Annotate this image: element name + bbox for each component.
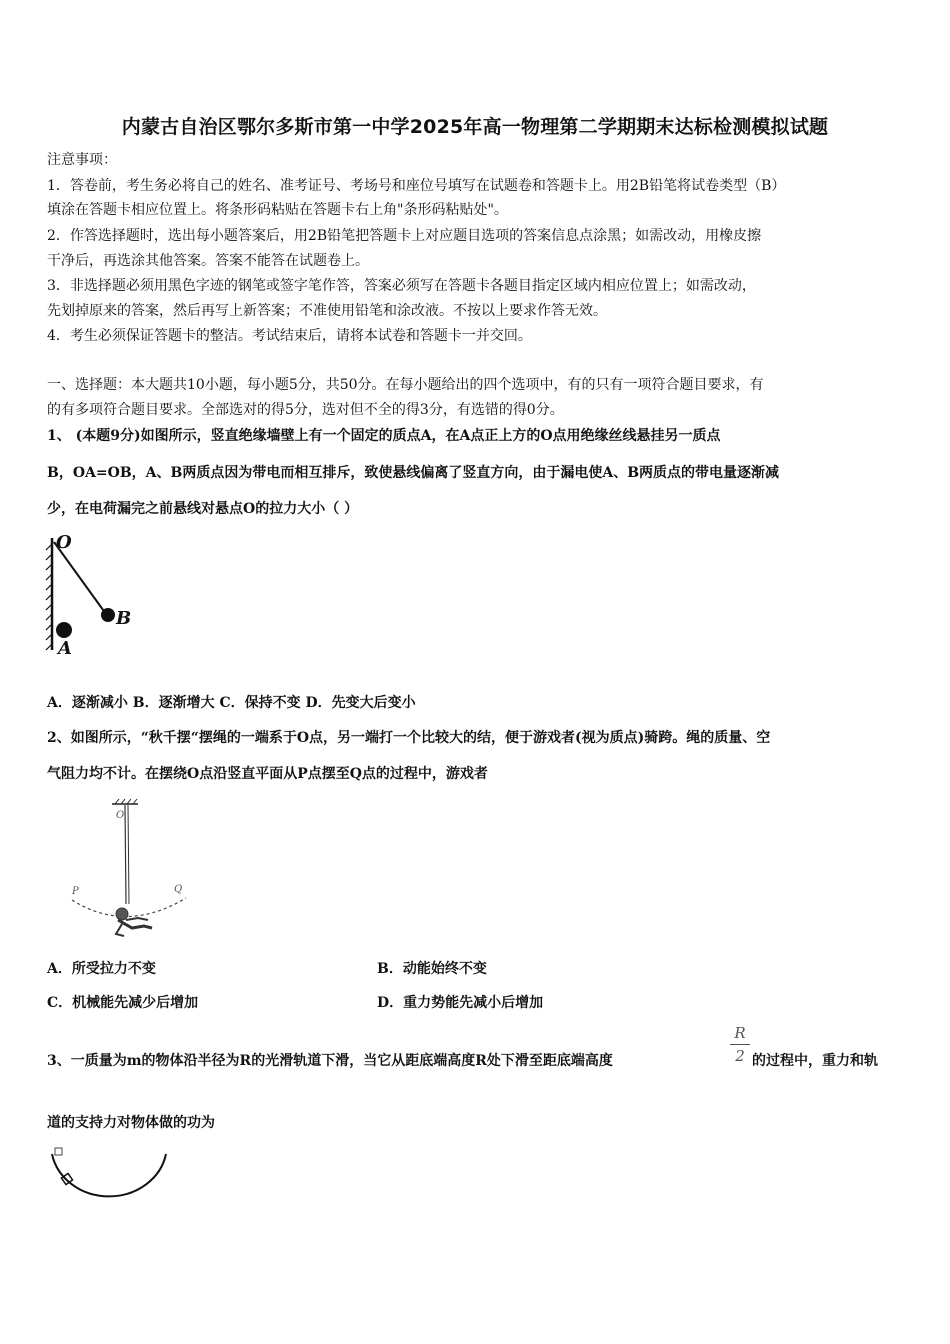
notice-line: 填涂在答题卡相应位置上。将条形码粘贴在答题卡右上角"条形码粘贴处"。 (47, 202, 508, 218)
q2-option-c: C．机械能先减少后增加 (47, 995, 199, 1011)
q3-text-tail: 的过程中，重力和轨 (752, 1053, 878, 1069)
label-p: P (72, 886, 79, 897)
q3-track-figure (46, 1144, 176, 1214)
label-b: B (116, 608, 132, 629)
label-a: A (58, 638, 72, 659)
q1-figure (44, 530, 144, 660)
q1-options: A．逐渐减小 B．逐渐增大 C．保持不变 D．先变大后变小 (47, 695, 416, 711)
page-title: 内蒙古自治区鄂尔多斯市第一中学2025年高一物理第二学期期末达标检测模拟试题 (121, 116, 829, 138)
fraction-denominator: 2 (735, 1047, 745, 1065)
notice-heading: 注意事项： (47, 152, 117, 168)
q3-text: 道的支持力对物体做的功为 (47, 1115, 215, 1131)
q2-option-d: D．重力势能先减小后增加 (377, 995, 544, 1011)
q1-text: 少，在电荷漏完之前悬线对悬点O的拉力大小（ ） (47, 501, 359, 517)
q2-option-b: B．动能始终不变 (377, 961, 487, 977)
notice-line: 2．作答选择题时，选出每小题答案后，用2B铅笔把答题卡上对应题目选项的答案信息点涂黑；如需改动，用橡皮擦 (47, 228, 762, 244)
notice-line: 4．考生必须保证答题卡的整洁。考试结束后，请将本试卷和答题卡一并交回。 (47, 328, 532, 344)
notice-line: 干净后，再选涂其他答案。答案不能答在试题卷上。 (47, 253, 369, 269)
q2-swing-figure (60, 796, 210, 946)
section-heading: 一、选择题：本大题共10小题，每小题5分，共50分。在每小题给出的四个选项中，有的只有一项符合题目要求，有 (47, 377, 764, 393)
notice-line: 1．答卷前，考生务必将自己的姓名、准考证号、考场号和座位号填写在试题卷和答题卡上。用2B铅笔将试卷类型（B） (47, 178, 786, 194)
notice-line: 3．非选择题必须用黑色字迹的钢笔或签字笔作答，答案必须写在答题卡各题目指定区域内相应位置上；如需改动， (47, 278, 756, 294)
fraction-r-over-2 (730, 1024, 750, 1065)
label-q: Q (174, 884, 183, 895)
q3-text: 3、一质量为m的物体沿半径为R的光滑轨道下滑，当它从距底端高度R处下滑至距底端高度 (47, 1053, 613, 1069)
q2-text: 气阻力均不计。在摆绕O点沿竖直平面从P点摆至Q点的过程中，游戏者 (47, 766, 488, 782)
q2-option-a: A．所受拉力不变 (47, 961, 156, 977)
section-heading: 的有多项符合题目要求。全部选对的得5分，选对但不全的得3分，有选错的得0分。 (47, 402, 564, 418)
swing-rider-icon (116, 908, 152, 936)
fraction-numerator: R (734, 1024, 746, 1042)
q1-text: 1、 (本题9分)如图所示，竖直绝缘墙壁上有一个固定的质点A，在A点正上方的O点用绝缘丝线悬挂另一质点 (47, 428, 721, 444)
q2-text: 2、如图所示，“秋千摆“摆绳的一端系于O点，另一端打一个比较大的结，便于游戏者(视为质点)骑跨。绳的质量、空 (47, 730, 771, 746)
q1-text: B，OA=OB，A、B两质点因为带电而相互排斥，致使悬线偏离了竖直方向，由于漏电使A、B两质点的带电量逐渐减 (47, 465, 780, 481)
start-block (55, 1148, 62, 1155)
label-o: O (56, 532, 72, 553)
label-o: O (116, 810, 125, 821)
notice-line: 先划掉原来的答案，然后再写上新答案；不准使用铅笔和涂改液。不按以上要求作答无效。 (47, 303, 607, 319)
